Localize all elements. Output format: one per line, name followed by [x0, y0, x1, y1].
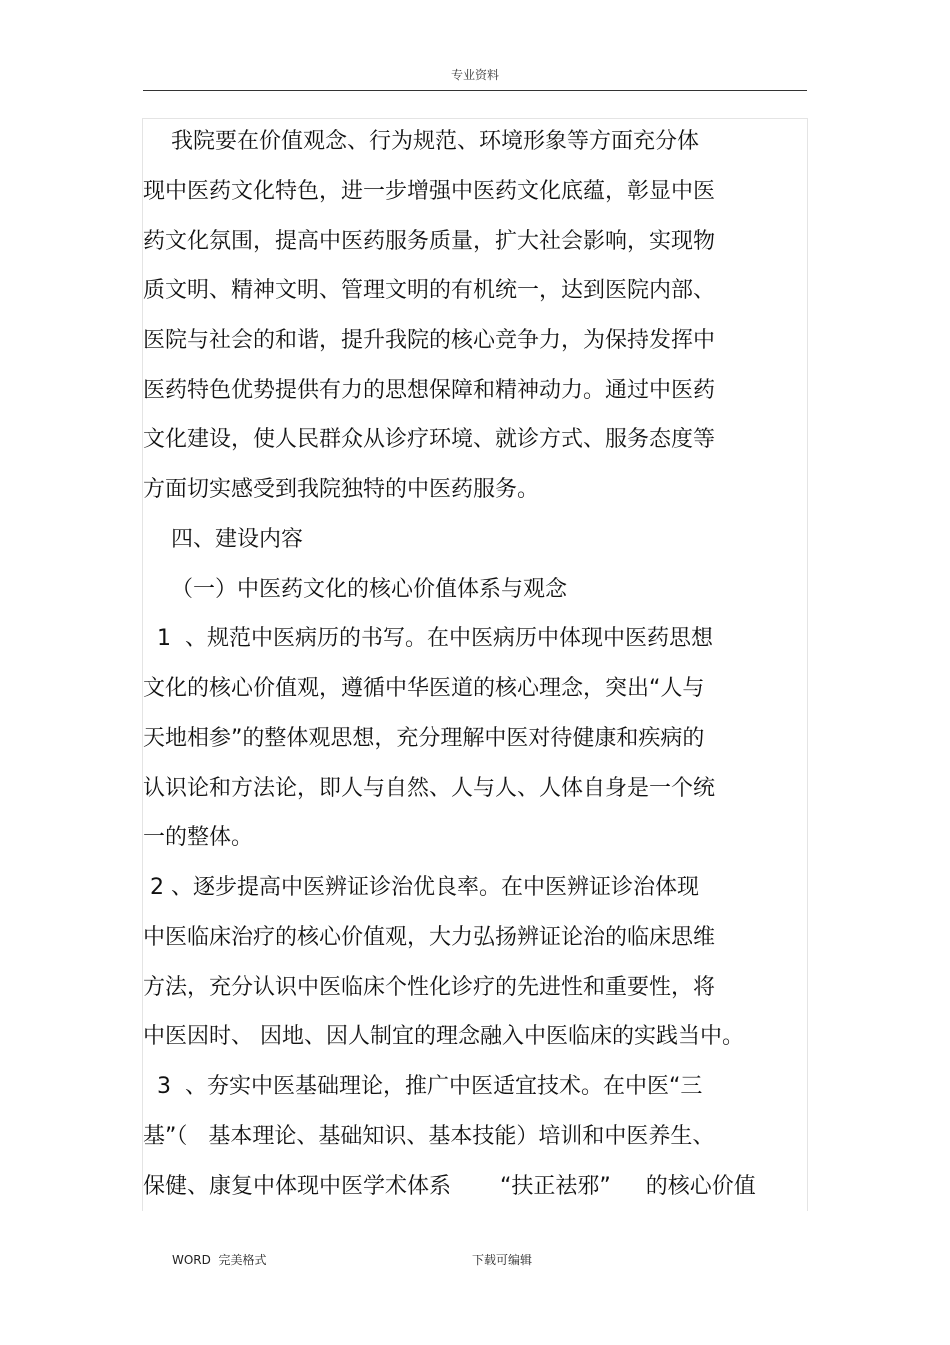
footer-right-text: 下载可编辑	[472, 1253, 533, 1267]
body-line: 3 、夯实中医基础理论，推广中医适宜技术。在中医“三	[143, 1074, 703, 1099]
body-line: 我院要在价值观念、行为规范、环境形象等方面充分体	[143, 129, 699, 154]
body-line: 方面切实感受到我院独特的中医药服务。	[143, 477, 540, 502]
body-line: 认识论和方法论，即人与自然、人与人、人体自身是一个统	[143, 776, 716, 801]
body-line: 现中医药文化特色，进一步增强中医药文化底蕴，彰显中医	[143, 179, 716, 204]
body-line: 保健、康复中体现中医学术体系 “扶正祛邪” 的核心价值	[143, 1174, 756, 1199]
footer-left-text: WORD 完美格式	[172, 1253, 267, 1267]
body-line: 中医因时、 因地、因人制宜的理念融入中医临床的实践当中。	[143, 1024, 744, 1049]
page-header-title: 专业资料	[450, 68, 499, 82]
body-line: 质文明、精神文明、管理文明的有机统一，达到医院内部、	[143, 278, 716, 303]
body-line: 文化的核心价值观，遵循中华医道的核心理念，突出“人与	[143, 676, 705, 701]
body-line: 医药特色优势提供有力的思想保障和精神动力。通过中医药	[143, 378, 716, 403]
body-line: 2 、逐步提高中医辨证诊治优良率。在中医辨证诊治体现	[143, 875, 699, 900]
body-line: 基”（ 基本理论、基础知识、基本技能）培训和中医养生、	[143, 1124, 715, 1149]
body-line: 中医临床治疗的核心价值观，大力弘扬辨证论治的临床思维	[143, 925, 716, 950]
body-line: 药文化氛围，提高中医药服务质量，扩大社会影响，实现物	[143, 229, 716, 254]
body-line: 一的整体。	[143, 825, 254, 850]
body-line: 天地相参”的整体观思想，充分理解中医对待健康和疾病的	[143, 726, 705, 751]
body-line: 文化建设，使人民群众从诊疗环境、就诊方式、服务态度等	[143, 427, 716, 452]
section-heading: 四、建设内容	[143, 527, 303, 552]
subsection-heading: （一）中医药文化的核心价值体系与观念	[143, 577, 567, 602]
body-line: 方法，充分认识中医临床个性化诊疗的先进性和重要性，将	[143, 975, 716, 1000]
body-line: 医院与社会的和谐，提升我院的核心竞争力，为保持发挥中	[143, 328, 716, 353]
body-line: 1 、规范中医病历的书写。在中医病历中体现中医药思想	[143, 626, 713, 651]
header-divider	[143, 90, 807, 91]
